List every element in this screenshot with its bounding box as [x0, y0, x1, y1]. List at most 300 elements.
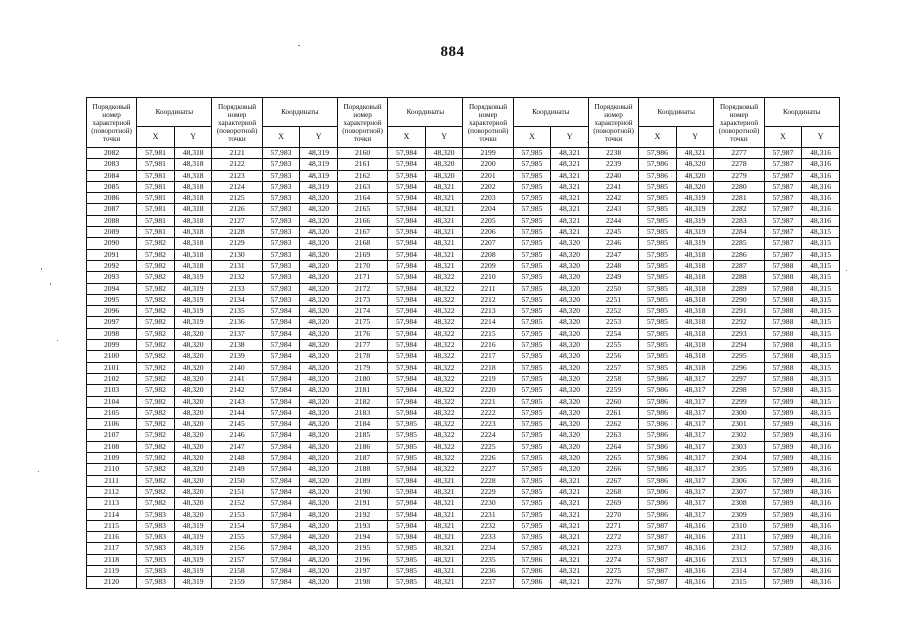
table-row	[87, 385, 840, 396]
x-coordinate-cell: 57,987	[764, 204, 802, 215]
x-coordinate-cell: 57,983	[262, 215, 300, 226]
x-coordinate-cell: 57,986	[639, 498, 677, 509]
x-coordinate-cell: 57,985	[388, 554, 426, 565]
point-number-cell: 2127	[212, 215, 262, 226]
x-coordinate-cell: 57,984	[388, 204, 426, 215]
y-coordinate-cell: 48,317	[676, 430, 714, 441]
y-coordinate-cell: 48,319	[676, 193, 714, 204]
x-coordinate-cell: 57,984	[262, 385, 300, 396]
point-number-cell: 2100	[87, 351, 137, 362]
point-number-cell: 2288	[714, 272, 764, 283]
x-coordinate-cell: 57,989	[764, 486, 802, 497]
point-number-cell: 2262	[588, 419, 638, 430]
point-number-cell: 2133	[212, 283, 262, 294]
x-coordinate-cell: 57,982	[137, 498, 175, 509]
x-coordinate-cell: 57,984	[388, 238, 426, 249]
x-coordinate-cell: 57,986	[639, 170, 677, 181]
y-coordinate-cell: 48,317	[676, 464, 714, 475]
y-coordinate-cell: 48,316	[676, 520, 714, 531]
y-coordinate-cell: 48,322	[425, 272, 463, 283]
y-coordinate-cell: 48,316	[802, 543, 840, 554]
x-coordinate-cell: 57,983	[137, 520, 175, 531]
x-coordinate-cell: 57,988	[764, 306, 802, 317]
x-coordinate-cell: 57,986	[639, 396, 677, 407]
x-coordinate-cell: 57,984	[388, 227, 426, 238]
y-coordinate-cell: 48,321	[551, 204, 589, 215]
x-coordinate-cell: 57,984	[388, 396, 426, 407]
y-coordinate-cell: 48,320	[551, 373, 589, 384]
y-coordinate-cell: 48,322	[425, 407, 463, 418]
point-number-cell: 2292	[714, 317, 764, 328]
point-number-cell: 2157	[212, 554, 262, 565]
y-coordinate-cell: 48,315	[802, 328, 840, 339]
x-coordinate-cell: 57,983	[262, 260, 300, 271]
point-number-cell: 2193	[337, 520, 387, 531]
point-number-cell: 2143	[212, 396, 262, 407]
y-coordinate-cell: 48,320	[300, 509, 338, 520]
y-coordinate-cell: 48,320	[425, 159, 463, 170]
point-number-cell: 2258	[588, 373, 638, 384]
x-column-header: X	[388, 127, 426, 148]
table-row	[87, 464, 840, 475]
x-coordinate-cell: 57,984	[262, 498, 300, 509]
y-coordinate-cell: 48,316	[802, 509, 840, 520]
table-row	[87, 554, 840, 565]
point-number-cell: 2152	[212, 498, 262, 509]
point-number-cell: 2214	[463, 317, 513, 328]
point-number-cell: 2249	[588, 272, 638, 283]
y-coordinate-cell: 48,320	[551, 272, 589, 283]
point-number-cell: 2082	[87, 148, 137, 159]
point-number-cell: 2134	[212, 294, 262, 305]
y-coordinate-cell: 48,320	[551, 441, 589, 452]
point-number-cell: 2267	[588, 475, 638, 486]
point-number-cell: 2218	[463, 362, 513, 373]
x-coordinate-cell: 57,985	[388, 430, 426, 441]
x-coordinate-cell: 57,989	[764, 577, 802, 588]
y-coordinate-cell: 48,320	[300, 351, 338, 362]
point-number-cell: 2090	[87, 238, 137, 249]
y-coordinate-cell: 48,317	[676, 475, 714, 486]
point-number-cell: 2096	[87, 306, 137, 317]
x-coordinate-cell: 57,985	[513, 306, 551, 317]
point-number-cell: 2111	[87, 475, 137, 486]
y-coordinate-cell: 48,315	[802, 294, 840, 305]
y-coordinate-cell: 48,317	[676, 373, 714, 384]
y-coordinate-cell: 48,315	[802, 373, 840, 384]
point-number-cell: 2233	[463, 532, 513, 543]
scan-speck	[50, 283, 51, 285]
point-number-cell: 2115	[87, 520, 137, 531]
y-coordinate-cell: 48,320	[300, 532, 338, 543]
x-coordinate-cell: 57,984	[262, 520, 300, 531]
x-coordinate-cell: 57,982	[137, 453, 175, 464]
point-number-cell: 2191	[337, 498, 387, 509]
x-coordinate-cell: 57,982	[137, 441, 175, 452]
y-coordinate-cell: 48,316	[802, 532, 840, 543]
table-row	[87, 351, 840, 362]
point-number-cell: 2307	[714, 486, 764, 497]
coordinates-header: Координаты	[388, 98, 463, 127]
point-number-cell: 2083	[87, 159, 137, 170]
x-coordinate-cell: 57,983	[137, 554, 175, 565]
point-number-cell: 2108	[87, 441, 137, 452]
point-number-cell: 2315	[714, 577, 764, 588]
point-number-cell: 2197	[337, 565, 387, 576]
x-coordinate-cell: 57,984	[388, 328, 426, 339]
x-coordinate-cell: 57,985	[513, 170, 551, 181]
y-coordinate-cell: 48,320	[551, 385, 589, 396]
y-coordinate-cell: 48,322	[425, 373, 463, 384]
point-number-cell: 2125	[212, 193, 262, 204]
y-coordinate-cell: 48,316	[676, 532, 714, 543]
table-row	[87, 498, 840, 509]
point-number-cell: 2124	[212, 181, 262, 192]
y-coordinate-cell: 48,321	[425, 249, 463, 260]
y-coordinate-cell: 48,319	[174, 577, 212, 588]
y-coordinate-cell: 48,322	[425, 328, 463, 339]
x-column-header: X	[262, 127, 300, 148]
y-coordinate-cell: 48,316	[802, 170, 840, 181]
x-coordinate-cell: 57,985	[639, 215, 677, 226]
x-coordinate-cell: 57,984	[388, 159, 426, 170]
y-column-header: Y	[425, 127, 463, 148]
x-coordinate-cell: 57,982	[137, 407, 175, 418]
y-coordinate-cell: 48,318	[174, 159, 212, 170]
y-coordinate-cell: 48,319	[676, 227, 714, 238]
point-number-cell: 2094	[87, 283, 137, 294]
x-coordinate-cell: 57,985	[513, 464, 551, 475]
y-coordinate-cell: 48,319	[174, 565, 212, 576]
point-number-cell: 2160	[337, 148, 387, 159]
table-row	[87, 306, 840, 317]
x-coordinate-cell: 57,988	[764, 385, 802, 396]
x-column-header: X	[639, 127, 677, 148]
x-coordinate-cell: 57,983	[262, 193, 300, 204]
x-coordinate-cell: 57,986	[639, 373, 677, 384]
table-row	[87, 532, 840, 543]
point-number-cell: 2104	[87, 396, 137, 407]
point-number-cell: 2285	[714, 238, 764, 249]
y-coordinate-cell: 48,320	[551, 453, 589, 464]
point-number-cell: 2153	[212, 509, 262, 520]
x-coordinate-cell: 57,987	[639, 520, 677, 531]
point-number-cell: 2181	[337, 385, 387, 396]
y-coordinate-cell: 48,320	[300, 543, 338, 554]
x-coordinate-cell: 57,984	[388, 486, 426, 497]
y-coordinate-cell: 48,319	[174, 283, 212, 294]
point-number-cell: 2232	[463, 520, 513, 531]
x-coordinate-cell: 57,985	[388, 543, 426, 554]
y-coordinate-cell: 48,320	[300, 260, 338, 271]
point-number-cell: 2250	[588, 283, 638, 294]
point-number-cell: 2095	[87, 294, 137, 305]
x-coordinate-cell: 57,982	[137, 328, 175, 339]
y-coordinate-cell: 48,322	[425, 340, 463, 351]
point-number-header: Порядковый номер характерной (поворотной) точки	[463, 98, 513, 148]
x-coordinate-cell: 57,984	[262, 328, 300, 339]
x-coordinate-cell: 57,983	[262, 272, 300, 283]
x-coordinate-cell: 57,986	[639, 385, 677, 396]
point-number-cell: 2186	[337, 441, 387, 452]
point-number-cell: 2148	[212, 453, 262, 464]
x-coordinate-cell: 57,985	[513, 532, 551, 543]
x-coordinate-cell: 57,983	[262, 294, 300, 305]
point-number-cell: 2167	[337, 227, 387, 238]
point-number-cell: 2162	[337, 170, 387, 181]
x-coordinate-cell: 57,984	[388, 362, 426, 373]
y-coordinate-cell: 48,320	[300, 227, 338, 238]
table-row	[87, 283, 840, 294]
point-number-cell: 2312	[714, 543, 764, 554]
y-coordinate-cell: 48,316	[802, 159, 840, 170]
y-coordinate-cell: 48,320	[676, 181, 714, 192]
x-coordinate-cell: 57,987	[764, 215, 802, 226]
x-coordinate-cell: 57,985	[639, 272, 677, 283]
y-coordinate-cell: 48,322	[425, 385, 463, 396]
y-coordinate-cell: 48,316	[802, 577, 840, 588]
y-coordinate-cell: 48,320	[551, 328, 589, 339]
y-coordinate-cell: 48,322	[425, 430, 463, 441]
table-body	[87, 148, 840, 589]
point-number-cell: 2109	[87, 453, 137, 464]
point-number-cell: 2149	[212, 464, 262, 475]
x-coordinate-cell: 57,985	[513, 419, 551, 430]
y-coordinate-cell: 48,320	[551, 464, 589, 475]
x-coordinate-cell: 57,986	[513, 554, 551, 565]
y-coordinate-cell: 48,319	[676, 215, 714, 226]
y-coordinate-cell: 48,319	[174, 543, 212, 554]
y-coordinate-cell: 48,320	[174, 441, 212, 452]
point-number-cell: 2087	[87, 204, 137, 215]
y-coordinate-cell: 48,320	[551, 283, 589, 294]
point-number-cell: 2287	[714, 260, 764, 271]
x-coordinate-cell: 57,981	[137, 215, 175, 226]
y-coordinate-cell: 48,320	[300, 498, 338, 509]
point-number-cell: 2242	[588, 193, 638, 204]
point-number-cell: 2165	[337, 204, 387, 215]
x-coordinate-cell: 57,987	[764, 181, 802, 192]
x-coordinate-cell: 57,985	[639, 340, 677, 351]
x-coordinate-cell: 57,984	[262, 475, 300, 486]
point-number-cell: 2271	[588, 520, 638, 531]
point-number-cell: 2265	[588, 453, 638, 464]
y-coordinate-cell: 48,321	[551, 148, 589, 159]
y-coordinate-cell: 48,320	[174, 328, 212, 339]
x-coordinate-cell: 57,986	[639, 419, 677, 430]
point-number-cell: 2206	[463, 227, 513, 238]
x-coordinate-cell: 57,988	[764, 340, 802, 351]
x-coordinate-cell: 57,984	[262, 453, 300, 464]
point-number-cell: 2155	[212, 532, 262, 543]
point-number-cell: 2112	[87, 486, 137, 497]
point-number-cell: 2130	[212, 249, 262, 260]
point-number-cell: 2192	[337, 509, 387, 520]
point-number-cell: 2145	[212, 419, 262, 430]
point-number-cell: 2247	[588, 249, 638, 260]
x-coordinate-cell: 57,981	[137, 181, 175, 192]
x-coordinate-cell: 57,982	[137, 385, 175, 396]
y-coordinate-cell: 48,318	[676, 340, 714, 351]
y-coordinate-cell: 48,320	[300, 249, 338, 260]
y-coordinate-cell: 48,320	[300, 464, 338, 475]
y-coordinate-cell: 48,316	[802, 441, 840, 452]
x-coordinate-cell: 57,989	[764, 475, 802, 486]
table-row	[87, 148, 840, 159]
x-coordinate-cell: 57,985	[513, 498, 551, 509]
y-coordinate-cell: 48,320	[300, 306, 338, 317]
x-coordinate-cell: 57,985	[639, 249, 677, 260]
table-row	[87, 181, 840, 192]
x-coordinate-cell: 57,989	[764, 498, 802, 509]
point-number-cell: 2200	[463, 159, 513, 170]
y-column-header: Y	[551, 127, 589, 148]
x-coordinate-cell: 57,985	[513, 543, 551, 554]
y-coordinate-cell: 48,321	[551, 181, 589, 192]
x-coordinate-cell: 57,984	[388, 306, 426, 317]
y-coordinate-cell: 48,321	[551, 193, 589, 204]
y-coordinate-cell: 48,320	[300, 407, 338, 418]
point-number-cell: 2099	[87, 340, 137, 351]
y-coordinate-cell: 48,321	[425, 181, 463, 192]
y-coordinate-cell: 48,316	[802, 565, 840, 576]
y-coordinate-cell: 48,322	[425, 396, 463, 407]
point-number-cell: 2281	[714, 193, 764, 204]
x-coordinate-cell: 57,988	[764, 294, 802, 305]
x-coordinate-cell: 57,982	[137, 362, 175, 373]
x-coordinate-cell: 57,989	[764, 453, 802, 464]
x-coordinate-cell: 57,982	[137, 283, 175, 294]
x-coordinate-cell: 57,984	[262, 441, 300, 452]
y-coordinate-cell: 48,320	[551, 306, 589, 317]
x-coordinate-cell: 57,982	[137, 260, 175, 271]
y-coordinate-cell: 48,318	[174, 238, 212, 249]
scan-speck	[846, 270, 847, 271]
point-number-cell: 2147	[212, 441, 262, 452]
point-number-cell: 2211	[463, 283, 513, 294]
x-coordinate-cell: 57,984	[262, 486, 300, 497]
point-number-cell: 2237	[463, 577, 513, 588]
y-coordinate-cell: 48,316	[802, 181, 840, 192]
y-column-header: Y	[174, 127, 212, 148]
x-coordinate-cell: 57,985	[513, 215, 551, 226]
point-number-cell: 2168	[337, 238, 387, 249]
table-row	[87, 170, 840, 181]
point-number-cell: 2123	[212, 170, 262, 181]
table-row	[87, 453, 840, 464]
x-coordinate-cell: 57,983	[262, 204, 300, 215]
point-number-cell: 2161	[337, 159, 387, 170]
point-number-cell: 2224	[463, 430, 513, 441]
y-coordinate-cell: 48,321	[551, 520, 589, 531]
y-coordinate-cell: 48,321	[551, 554, 589, 565]
x-coordinate-cell: 57,985	[513, 227, 551, 238]
y-coordinate-cell: 48,318	[676, 294, 714, 305]
x-coordinate-cell: 57,989	[764, 430, 802, 441]
y-coordinate-cell: 48,321	[425, 475, 463, 486]
y-coordinate-cell: 48,315	[802, 396, 840, 407]
y-coordinate-cell: 48,320	[174, 464, 212, 475]
point-number-cell: 2313	[714, 554, 764, 565]
x-coordinate-cell: 57,989	[764, 407, 802, 418]
point-number-cell: 2198	[337, 577, 387, 588]
y-coordinate-cell: 48,320	[174, 385, 212, 396]
point-number-cell: 2309	[714, 509, 764, 520]
y-coordinate-cell: 48,322	[425, 362, 463, 373]
y-coordinate-cell: 48,316	[802, 419, 840, 430]
x-coordinate-cell: 57,985	[639, 328, 677, 339]
x-coordinate-cell: 57,985	[639, 260, 677, 271]
point-number-cell: 2199	[463, 148, 513, 159]
point-number-cell: 2251	[588, 294, 638, 305]
point-number-cell: 2085	[87, 181, 137, 192]
x-coordinate-cell: 57,989	[764, 554, 802, 565]
y-coordinate-cell: 48,317	[676, 441, 714, 452]
y-coordinate-cell: 48,316	[676, 554, 714, 565]
point-number-cell: 2278	[714, 159, 764, 170]
x-coordinate-cell: 57,987	[639, 543, 677, 554]
x-coordinate-cell: 57,983	[262, 170, 300, 181]
table-row	[87, 227, 840, 238]
x-coordinate-cell: 57,985	[513, 260, 551, 271]
x-coordinate-cell: 57,988	[764, 272, 802, 283]
point-number-cell: 2300	[714, 407, 764, 418]
x-coordinate-cell: 57,984	[388, 340, 426, 351]
y-coordinate-cell: 48,320	[174, 396, 212, 407]
y-coordinate-cell: 48,322	[425, 453, 463, 464]
x-coordinate-cell: 57,984	[262, 565, 300, 576]
y-coordinate-cell: 48,322	[425, 294, 463, 305]
x-coordinate-cell: 57,987	[764, 238, 802, 249]
x-coordinate-cell: 57,985	[513, 249, 551, 260]
x-coordinate-cell: 57,985	[639, 193, 677, 204]
point-number-cell: 2203	[463, 193, 513, 204]
x-coordinate-cell: 57,989	[764, 464, 802, 475]
x-coordinate-cell: 57,986	[639, 159, 677, 170]
y-coordinate-cell: 48,320	[174, 373, 212, 384]
y-coordinate-cell: 48,318	[676, 351, 714, 362]
y-coordinate-cell: 48,317	[676, 396, 714, 407]
y-coordinate-cell: 48,318	[676, 362, 714, 373]
point-number-cell: 2110	[87, 464, 137, 475]
y-coordinate-cell: 48,320	[551, 430, 589, 441]
y-coordinate-cell: 48,320	[551, 260, 589, 271]
point-number-cell: 2280	[714, 181, 764, 192]
x-coordinate-cell: 57,984	[388, 215, 426, 226]
point-number-cell: 2103	[87, 385, 137, 396]
point-number-cell: 2225	[463, 441, 513, 452]
x-coordinate-cell: 57,984	[388, 509, 426, 520]
y-coordinate-cell: 48,318	[174, 227, 212, 238]
y-coordinate-cell: 48,321	[551, 565, 589, 576]
point-number-cell: 2116	[87, 532, 137, 543]
y-coordinate-cell: 48,320	[174, 419, 212, 430]
x-coordinate-cell: 57,983	[262, 159, 300, 170]
x-coordinate-cell: 57,985	[639, 362, 677, 373]
point-number-cell: 2297	[714, 373, 764, 384]
point-number-cell: 2230	[463, 498, 513, 509]
y-coordinate-cell: 48,320	[551, 294, 589, 305]
x-coordinate-cell: 57,983	[137, 543, 175, 554]
x-coordinate-cell: 57,989	[764, 396, 802, 407]
point-number-cell: 2119	[87, 565, 137, 576]
x-coordinate-cell: 57,986	[639, 509, 677, 520]
point-number-cell: 2156	[212, 543, 262, 554]
point-number-cell: 2128	[212, 227, 262, 238]
y-coordinate-cell: 48,319	[174, 306, 212, 317]
y-coordinate-cell: 48,315	[802, 249, 840, 260]
x-coordinate-cell: 57,982	[137, 373, 175, 384]
